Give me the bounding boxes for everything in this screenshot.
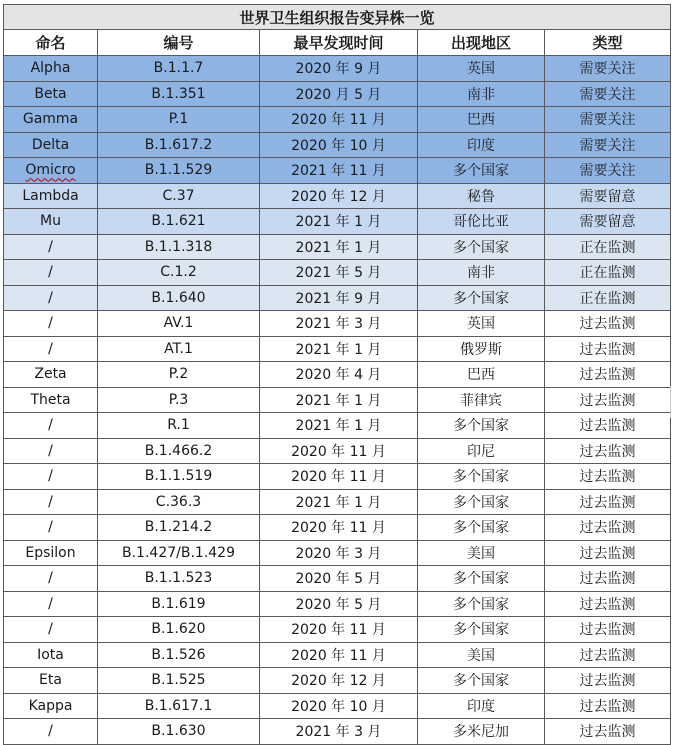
region-cell[interactable]: 菲律宾 [418, 387, 545, 413]
region-cell[interactable]: 秘鲁 [418, 183, 545, 209]
type-cell[interactable]: 需要关注 [545, 107, 671, 133]
region-cell[interactable]: 多个国家 [418, 234, 545, 260]
header-first-detected[interactable]: 最早发现时间 [260, 30, 418, 56]
code-cell[interactable]: C.37 [98, 183, 260, 209]
date-cell[interactable]: 2021 年 1 月 [260, 387, 418, 413]
date-cell[interactable]: 2020 年 11 月 [260, 617, 418, 643]
name-cell[interactable]: / [4, 464, 98, 490]
date-cell[interactable]: 2020 月 5 月 [260, 81, 418, 107]
date-cell[interactable]: 2021 年 1 月 [260, 209, 418, 235]
table-row [4, 617, 671, 643]
table-row [4, 158, 671, 184]
table-row [4, 311, 671, 337]
table-body [4, 56, 671, 745]
region-cell[interactable]: 多个国家 [418, 515, 545, 541]
name-cell[interactable]: Epsilon [4, 540, 98, 566]
name-cell[interactable]: / [4, 311, 98, 337]
table-title[interactable]: 世界卫生组织报告变异株一览 [4, 5, 671, 30]
name-cell[interactable]: Eta [4, 668, 98, 694]
table-row [4, 285, 671, 311]
region-cell[interactable]: 多个国家 [418, 285, 545, 311]
code-cell[interactable]: B.1.1.318 [98, 234, 260, 260]
type-cell[interactable]: 过去监测 [545, 591, 671, 617]
type-cell[interactable]: 需要留意 [545, 209, 671, 235]
table-row [4, 387, 671, 413]
type-cell[interactable]: 过去监测 [545, 489, 671, 515]
type-cell[interactable]: 过去监测 [545, 413, 671, 439]
spellcheck-underlined-text: Omicro [25, 162, 76, 179]
code-cell[interactable]: B.1.525 [98, 668, 260, 694]
region-cell[interactable]: 南非 [418, 81, 545, 107]
type-cell[interactable]: 过去监测 [545, 668, 671, 694]
table-row [4, 438, 671, 464]
name-cell[interactable]: Iota [4, 642, 98, 668]
code-cell[interactable]: B.1.617.1 [98, 693, 260, 719]
name-cell[interactable]: Lambda [4, 183, 98, 209]
code-cell[interactable]: P.1 [98, 107, 260, 133]
table-row [4, 464, 671, 490]
date-cell[interactable]: 2020 年 11 月 [260, 438, 418, 464]
date-cell[interactable]: 2020 年 4 月 [260, 362, 418, 388]
table-row [4, 413, 671, 439]
type-cell[interactable]: 过去监测 [545, 362, 671, 388]
spreadsheet-area [3, 4, 670, 745]
name-cell[interactable]: Kappa [4, 693, 98, 719]
type-cell[interactable]: 正在监测 [545, 285, 671, 311]
type-cell[interactable]: 正在监测 [545, 260, 671, 286]
scroll-edge-marker [670, 386, 674, 418]
date-cell[interactable]: 2020 年 11 月 [260, 642, 418, 668]
name-cell[interactable]: / [4, 489, 98, 515]
code-cell[interactable]: B.1.1.7 [98, 56, 260, 82]
code-cell[interactable]: C.36.3 [98, 489, 260, 515]
type-cell[interactable]: 需要关注 [545, 158, 671, 184]
region-cell[interactable]: 多个国家 [418, 668, 545, 694]
region-cell[interactable]: 多米尼加 [418, 719, 545, 745]
table-row [4, 540, 671, 566]
date-cell[interactable]: 2020 年 5 月 [260, 591, 418, 617]
region-cell[interactable]: 印度 [418, 132, 545, 158]
code-cell[interactable]: B.1.351 [98, 81, 260, 107]
date-cell[interactable]: 2021 年 5 月 [260, 260, 418, 286]
region-cell[interactable]: 南非 [418, 260, 545, 286]
region-cell[interactable]: 英国 [418, 311, 545, 337]
code-cell[interactable]: B.1.214.2 [98, 515, 260, 541]
table-row [4, 591, 671, 617]
region-cell[interactable]: 多个国家 [418, 489, 545, 515]
type-cell[interactable]: 需要留意 [545, 183, 671, 209]
date-cell[interactable]: 2020 年 11 月 [260, 515, 418, 541]
region-cell[interactable]: 多个国家 [418, 158, 545, 184]
name-cell[interactable]: / [4, 260, 98, 286]
region-cell[interactable]: 多个国家 [418, 464, 545, 490]
code-cell[interactable]: B.1.1.519 [98, 464, 260, 490]
header-region[interactable]: 出现地区 [418, 30, 545, 56]
code-cell[interactable]: B.1.1.523 [98, 566, 260, 592]
date-cell[interactable]: 2020 年 10 月 [260, 132, 418, 158]
type-cell[interactable]: 过去监测 [545, 336, 671, 362]
name-cell[interactable] [4, 158, 98, 184]
table-row [4, 260, 671, 286]
table-row [4, 693, 671, 719]
date-cell[interactable]: 2020 年 10 月 [260, 693, 418, 719]
name-cell[interactable]: Beta [4, 81, 98, 107]
name-cell[interactable]: / [4, 234, 98, 260]
date-cell[interactable]: 2021 年 3 月 [260, 719, 418, 745]
table-row [4, 336, 671, 362]
variant-table [3, 4, 671, 745]
type-cell[interactable]: 需要关注 [545, 81, 671, 107]
date-cell[interactable]: 2020 年 12 月 [260, 668, 418, 694]
type-cell[interactable]: 正在监测 [545, 234, 671, 260]
region-cell[interactable]: 印尼 [418, 438, 545, 464]
table-row [4, 719, 671, 745]
type-cell[interactable]: 过去监测 [545, 693, 671, 719]
type-cell[interactable]: 需要关注 [545, 132, 671, 158]
code-cell[interactable]: B.1.617.2 [98, 132, 260, 158]
name-cell[interactable]: / [4, 413, 98, 439]
code-cell[interactable]: AV.1 [98, 311, 260, 337]
region-cell[interactable]: 哥伦比亚 [418, 209, 545, 235]
type-cell[interactable]: 过去监测 [545, 311, 671, 337]
header-type[interactable]: 类型 [545, 30, 671, 56]
date-cell[interactable]: 2020 年 11 月 [260, 107, 418, 133]
code-cell[interactable]: B.1.640 [98, 285, 260, 311]
type-cell[interactable]: 过去监测 [545, 464, 671, 490]
code-cell[interactable]: R.1 [98, 413, 260, 439]
region-cell[interactable]: 俄罗斯 [418, 336, 545, 362]
name-cell[interactable]: Alpha [4, 56, 98, 82]
name-cell[interactable]: Zeta [4, 362, 98, 388]
date-cell[interactable]: 2020 年 9 月 [260, 56, 418, 82]
table-row [4, 642, 671, 668]
date-cell[interactable]: 2021 年 1 月 [260, 489, 418, 515]
name-cell[interactable]: / [4, 591, 98, 617]
date-cell[interactable]: 2021 年 3 月 [260, 311, 418, 337]
name-cell[interactable]: Mu [4, 209, 98, 235]
date-cell[interactable]: 2021 年 9 月 [260, 285, 418, 311]
title-row [4, 5, 671, 30]
name-cell[interactable]: / [4, 285, 98, 311]
type-cell[interactable]: 过去监测 [545, 515, 671, 541]
table-row [4, 489, 671, 515]
type-cell[interactable]: 过去监测 [545, 438, 671, 464]
region-cell[interactable]: 多个国家 [418, 617, 545, 643]
header-code[interactable]: 编号 [98, 30, 260, 56]
code-cell[interactable]: B.1.620 [98, 617, 260, 643]
region-cell[interactable]: 多个国家 [418, 591, 545, 617]
table-row [4, 183, 671, 209]
table-row [4, 209, 671, 235]
date-cell[interactable]: 2020 年 12 月 [260, 183, 418, 209]
date-cell[interactable]: 2020 年 5 月 [260, 566, 418, 592]
code-cell[interactable]: B.1.630 [98, 719, 260, 745]
table-row [4, 234, 671, 260]
name-cell[interactable]: / [4, 515, 98, 541]
table-row [4, 515, 671, 541]
name-cell[interactable]: / [4, 566, 98, 592]
region-cell[interactable]: 巴西 [418, 107, 545, 133]
date-cell[interactable]: 2020 年 11 月 [260, 464, 418, 490]
region-cell[interactable]: 印度 [418, 693, 545, 719]
code-cell[interactable]: P.3 [98, 387, 260, 413]
table-row [4, 81, 671, 107]
date-cell[interactable]: 2021 年 1 月 [260, 336, 418, 362]
region-cell[interactable]: 多个国家 [418, 413, 545, 439]
name-cell[interactable]: Delta [4, 132, 98, 158]
code-cell[interactable]: B.1.466.2 [98, 438, 260, 464]
code-cell[interactable]: B.1.427/B.1.429 [98, 540, 260, 566]
code-cell[interactable]: B.1.619 [98, 591, 260, 617]
date-cell[interactable]: 2021 年 11 月 [260, 158, 418, 184]
header-row [4, 30, 671, 56]
type-cell[interactable]: 需要关注 [545, 56, 671, 82]
table-row [4, 668, 671, 694]
type-cell[interactable]: 过去监测 [545, 642, 671, 668]
region-cell[interactable]: 美国 [418, 540, 545, 566]
region-cell[interactable]: 巴西 [418, 362, 545, 388]
date-cell[interactable]: 2020 年 3 月 [260, 540, 418, 566]
region-cell[interactable]: 美国 [418, 642, 545, 668]
table-row [4, 56, 671, 82]
table-row [4, 566, 671, 592]
table-row [4, 107, 671, 133]
name-cell[interactable]: / [4, 719, 98, 745]
code-cell[interactable]: B.1.1.529 [98, 158, 260, 184]
name-cell[interactable]: / [4, 336, 98, 362]
type-cell[interactable]: 过去监测 [545, 540, 671, 566]
name-cell[interactable]: / [4, 617, 98, 643]
table-row [4, 132, 671, 158]
name-cell[interactable]: Theta [4, 387, 98, 413]
code-cell[interactable]: B.1.526 [98, 642, 260, 668]
date-cell[interactable]: 2021 年 1 月 [260, 413, 418, 439]
code-cell[interactable]: P.2 [98, 362, 260, 388]
region-cell[interactable]: 英国 [418, 56, 545, 82]
header-name[interactable]: 命名 [4, 30, 98, 56]
name-cell[interactable]: Gamma [4, 107, 98, 133]
region-cell[interactable]: 多个国家 [418, 566, 545, 592]
table-row [4, 362, 671, 388]
code-cell[interactable]: B.1.621 [98, 209, 260, 235]
code-cell[interactable]: C.1.2 [98, 260, 260, 286]
type-cell[interactable]: 过去监测 [545, 719, 671, 745]
type-cell[interactable]: 过去监测 [545, 566, 671, 592]
type-cell[interactable]: 过去监测 [545, 617, 671, 643]
type-cell[interactable]: 过去监测 [545, 387, 671, 413]
name-cell[interactable]: / [4, 438, 98, 464]
code-cell[interactable]: AT.1 [98, 336, 260, 362]
date-cell[interactable]: 2021 年 1 月 [260, 234, 418, 260]
